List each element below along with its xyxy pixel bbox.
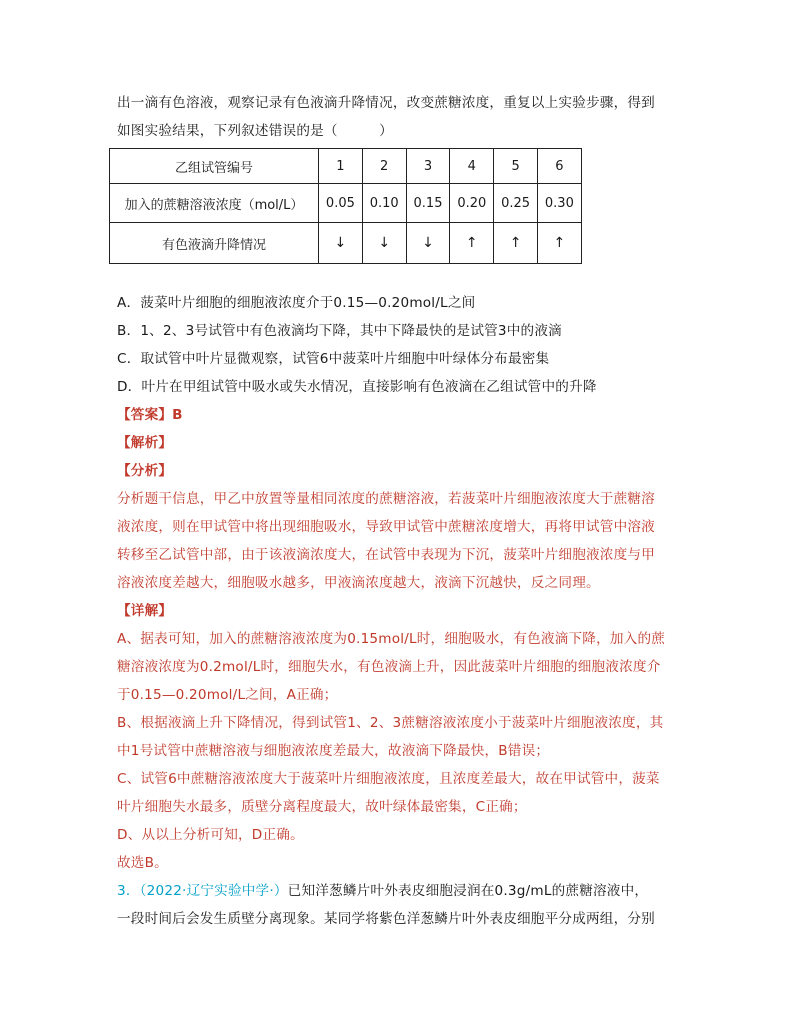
detail-label: 【详解】	[117, 603, 173, 619]
table-cell: 4	[450, 149, 494, 184]
down-arrow-icon: ↓	[362, 223, 406, 264]
table-cell: 2	[362, 149, 406, 184]
row-header: 乙组试管编号	[110, 149, 319, 184]
detail-line-2: 糖溶液浓度为0.2mol/L时，细胞失水，有色液滴上升，因此菠菜叶片细胞的细胞液浓度介	[117, 659, 661, 675]
answer-label: 【答案】B	[117, 407, 183, 423]
row-header: 加入的蔗糖溶液浓度（mol/L）	[110, 184, 319, 223]
question-number: 3．	[117, 883, 140, 899]
up-arrow-icon: ↑	[494, 223, 538, 264]
table-cell: 3	[406, 149, 450, 184]
table-cell: 0.05	[319, 184, 363, 223]
detail-line-8: D、从以上分析可知，D正确。	[117, 827, 304, 843]
down-arrow-icon: ↓	[406, 223, 450, 264]
table-row	[110, 223, 582, 264]
option-c: C．取试管中叶片显微观察，试管6中菠菜叶片细胞中叶绿体分布最密集	[117, 351, 550, 367]
analysis-line-1: 分析题干信息，甲乙中放置等量相同浓度的蔗糖溶液，若菠菜叶片细胞液浓度大于蔗糖溶	[117, 491, 655, 507]
analysis-line-3: 转移至乙试管中部，由于该液滴浓度大，在试管中表现为下沉，菠菜叶片细胞液浓度与甲	[117, 547, 655, 563]
question-text: 已知洋葱鳞片叶外表皮细胞浸润在0.3g/mL的蔗糖溶液中，	[287, 883, 649, 899]
detail-line-6: C、试管6中蔗糖溶液浓度大于菠菜叶片细胞液浓度，且浓度差最大，故在甲试管中，菠菜	[117, 771, 660, 787]
choice-line: 故选B。	[117, 855, 168, 871]
up-arrow-icon: ↑	[450, 223, 494, 264]
experiment-table	[109, 148, 582, 264]
table-cell: 6	[537, 149, 581, 184]
analysis-label: 【解析】	[117, 435, 173, 451]
table-cell: 0.30	[537, 184, 581, 223]
intro-line-1: 出一滴有色溶液，观察记录有色液滴升降情况，改变蔗糖浓度，重复以上实验步骤，得到	[117, 95, 655, 111]
detail-line-4: B、根据液滴上升下降情况，得到试管1、2、3蔗糖溶液浓度小于菠菜叶片细胞液浓度，其	[117, 715, 664, 731]
down-arrow-icon: ↓	[319, 223, 363, 264]
question-3-line-2: 一段时间后会发生质壁分离现象。某同学将紫色洋葱鳞片叶外表皮细胞平分成两组，分别	[117, 911, 655, 927]
detail-line-3: 于0.15—0.20mol/L之间，A正确；	[117, 687, 338, 703]
question-source: （2022·辽宁实验中学·）	[139, 883, 288, 899]
detail-line-1: A、据表可知，加入的蔗糖溶液浓度为0.15mol/L时，细胞吸水，有色液滴下降，加入的蔗	[117, 631, 666, 647]
table-cell: 5	[494, 149, 538, 184]
row-header: 有色液滴升降情况	[110, 223, 319, 264]
up-arrow-icon: ↑	[537, 223, 581, 264]
table-cell: 1	[319, 149, 363, 184]
question-3-line-1	[117, 881, 648, 901]
option-b: B．1、2、3号试管中有色液滴均下降，其中下降最快的是试管3中的液滴	[117, 323, 562, 339]
fenxi-label: 【分析】	[117, 463, 173, 479]
table-cell: 0.20	[450, 184, 494, 223]
table-row	[110, 149, 582, 184]
option-d: D．叶片在甲组试管中吸水或失水情况，直接影响有色液滴在乙组试管中的升降	[117, 379, 597, 395]
detail-line-5: 中1号试管中蔗糖溶液与细胞液浓度差最大，故液滴下降最快，B错误；	[117, 743, 550, 759]
table-cell: 0.10	[362, 184, 406, 223]
table-cell: 0.25	[494, 184, 538, 223]
analysis-line-4: 溶液浓度差越大，细胞吸水越多，甲液滴浓度越大，液滴下沉越快，反之同理。	[117, 575, 600, 591]
table-row	[110, 184, 582, 223]
analysis-line-2: 液浓度，则在甲试管中将出现细胞吸水，导致甲试管中蔗糖浓度增大，再将甲试管中溶液	[117, 519, 655, 535]
table-cell: 0.15	[406, 184, 450, 223]
option-a: A．菠菜叶片细胞的细胞液浓度介于0.15—0.20mol/L之间	[117, 295, 476, 311]
detail-line-7: 叶片细胞失水最多，质壁分离程度最大，故叶绿体最密集，C正确；	[117, 799, 527, 815]
intro-line-2: 如图实验结果，下列叙述错误的是（ ）	[117, 123, 393, 139]
